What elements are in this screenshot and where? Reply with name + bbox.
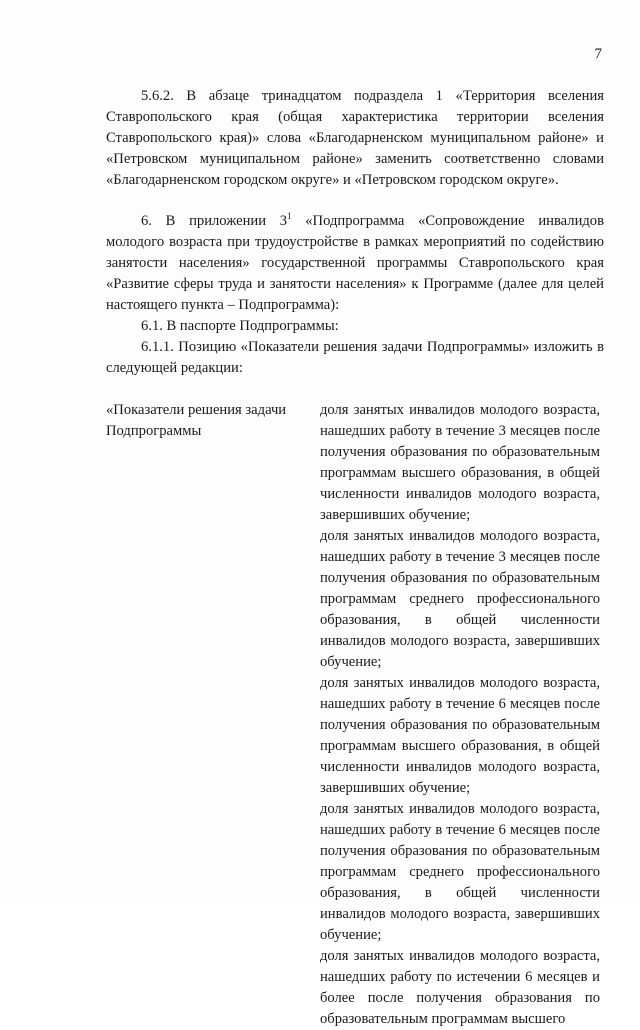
page-number: 7 [594, 46, 602, 62]
table-label-cell [106, 400, 320, 1030]
paragraph-6-superscript: 1 [287, 211, 292, 222]
indicator-item: доля занятых инвалидов молодого возраста, нашедших работу в течение 3 месяцев после получения образования по образовательным программам высшего образования, в общей численности инвалидов молодого возраста, завершивших обучение; [320, 402, 600, 523]
indicators-table [106, 400, 604, 1030]
paragraph-6 [106, 211, 604, 316]
indicator-item: доля занятых инвалидов молодого возраста, нашедших работу в течение 6 месяцев после получения образования по образовательным программам среднего профессионального образования, в общей численности инвалидов молодого возраста, завершивших обучение; [320, 801, 600, 943]
table-indicators-cell [320, 400, 600, 1030]
table-label-line-2: Подпрограммы [106, 423, 202, 439]
indicator-item: доля занятых инвалидов молодого возраста, нашедших работу по истечении 6 месяцев и более после получения образования по образовательным программам высшего [320, 948, 600, 1027]
paragraph-6-1-1: 6.1.1. Позицию «Показатели решения задачи Подпрограммы» изложить в следующей редакции: [106, 339, 604, 376]
paragraph-5-6-2: 5.6.2. В абзаце тринадцатом подраздела 1 «Территория вселения Ставропольского края (общая характеристика территории вселения Ставропольского края)» слова «Благодарненском муниципальном районе» и «Петровском муниципальном районе» заменить соответственно словами «Благодарненском городском округе» и «Петровском городском округе». [106, 88, 604, 188]
indicator-item: доля занятых инвалидов молодого возраста, нашедших работу в течение 6 месяцев после получения образования по образовательным программам высшего образования, в общей численности инвалидов молодого возраста, завершивших обучение; [320, 675, 600, 796]
paragraph-6-text-start: 6. В приложении 3 [141, 213, 288, 229]
document-body [106, 86, 604, 1030]
paragraph-6-text-end: «Подпрограмма «Сопровождение инвалидов молодого возраста при трудоустройстве в рамках мероприятий по содействию занятости населения» государственной программы Ставропольского края «Развитие сферы труда и занятости населения» к Программе (далее для целей настоящего пункта – Подпрограмма): [106, 213, 604, 313]
table-label-line-1: «Показатели решения задачи [106, 402, 287, 418]
indicator-item: доля занятых инвалидов молодого возраста, нашедших работу в течение 3 месяцев после получения образования по образовательным программам среднего профессионального образования, в общей численности инвалидов молодого возраста, завершивших обучение; [320, 528, 600, 670]
paragraph-6-1: 6.1. В паспорте Подпрограммы: [141, 318, 339, 334]
